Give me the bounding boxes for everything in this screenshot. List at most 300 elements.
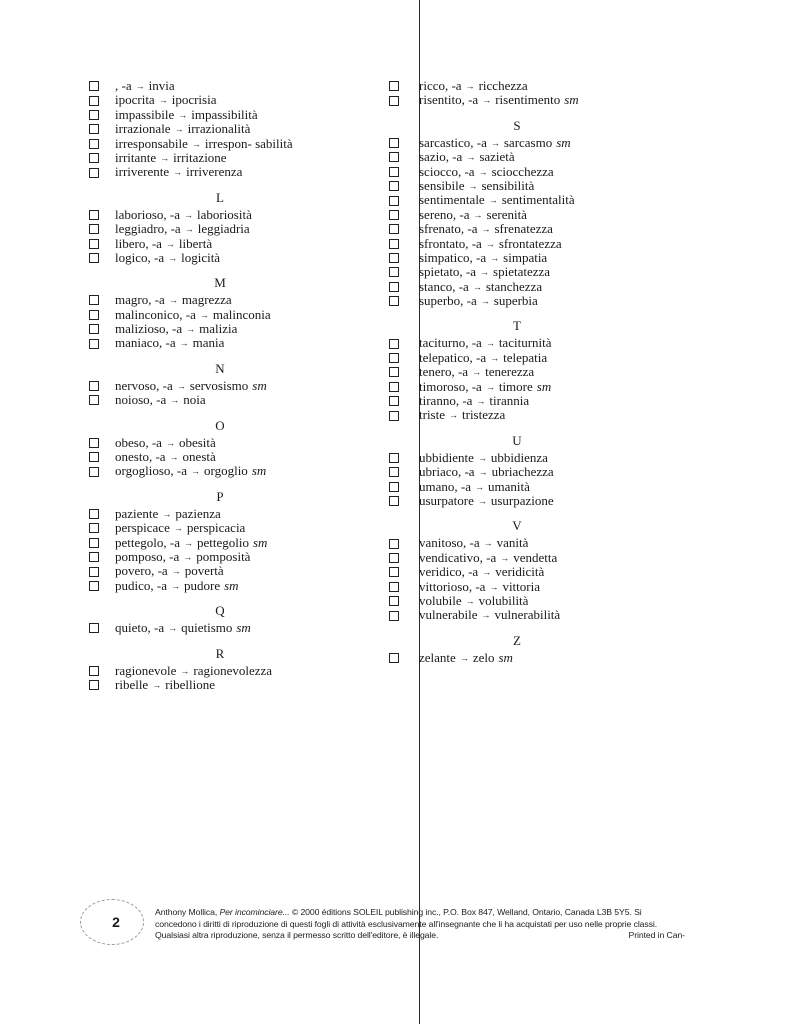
noun-text: impassibilità [191,106,258,122]
adjective-text: superbo, -a [419,293,477,309]
adjective-text: vulnerabile [419,607,478,623]
vocabulary-entry [389,394,609,408]
adjective-text: maniaco, -a [115,335,176,351]
noun-text: mania [192,335,225,351]
adjective-text: libero, -a [115,235,162,251]
author-name: Anthony Mollica, [155,907,220,917]
arrow-icon: → [183,537,193,548]
vocabulary-entry [89,450,389,464]
checkbox[interactable] [89,552,99,562]
arrow-icon: → [199,309,209,320]
adjective-text: onesto, -a [115,449,166,465]
vocabulary-entry [389,465,609,479]
vocabulary-entry [89,322,389,336]
noun-text: taciturnità [498,335,552,351]
checkbox[interactable] [389,181,399,191]
arrow-icon: → [179,338,189,349]
vocabulary-entry [89,151,389,165]
vocabulary-entry [389,551,609,565]
gender-tag: sm [236,620,251,636]
arrow-icon: → [173,167,183,178]
arrow-icon: → [490,137,500,148]
noun-text: ubriachezza [491,464,554,480]
adjective-text: irresponsabile [115,135,188,151]
checkbox[interactable] [89,381,99,391]
noun-text: volubilità [478,592,529,608]
noun-text: ipocrisia [171,92,217,108]
adjective-text: magro, -a [115,292,165,308]
vocabulary-entry [89,678,389,692]
arrow-icon: → [160,152,170,163]
checkbox[interactable] [389,382,399,392]
vocabulary-entry [389,594,609,608]
checkbox[interactable] [89,623,99,633]
noun-text: perspicacia [186,520,246,536]
vocabulary-entry [89,165,389,179]
arrow-icon: → [176,380,186,391]
arrow-icon: → [480,296,490,307]
vocabulary-entry [389,222,609,236]
adjective-text: vanitoso, -a [419,535,480,551]
noun-text: invia [148,78,175,93]
adjective-text: telepatico, -a [419,349,487,365]
section-letter: S [513,117,521,133]
printed-in: Printed in Can- [628,930,685,940]
checkbox[interactable] [89,224,99,234]
vocabulary-entry [89,550,389,564]
noun-text: sentimentalità [501,192,575,208]
section-letter: R [215,645,225,661]
checkbox[interactable] [389,467,399,477]
section-letter: Z [513,632,521,648]
vocabulary-entry [389,193,609,207]
checkbox[interactable] [89,567,99,577]
adjective-text: usurpatore [419,492,474,508]
noun-text: pudore [183,577,221,593]
arrow-icon: → [477,452,487,463]
noun-text: tristezza [462,407,506,423]
section-letter: Q [215,603,225,619]
arrow-icon: → [482,95,492,106]
checkbox[interactable] [89,581,99,591]
checkbox[interactable] [389,539,399,549]
noun-text: irrazionalità [187,121,251,137]
copyright-line-2: concedono i diritti di riproduzione di questi fogli di attività esclusivamente all'insegnante che li ha acquistati per uso nelle proprie classi. [155,918,658,929]
noun-text: onestà [182,449,216,465]
checkbox[interactable] [389,96,399,106]
vocabulary-entry [389,179,609,193]
vocabulary-entry [389,451,609,465]
arrow-icon: → [488,195,498,206]
vocabulary-entry [389,294,609,308]
arrow-icon: → [489,581,499,592]
adjective-text: laborioso, -a [115,206,180,222]
arrow-icon: → [465,81,475,91]
noun-text: vanità [496,535,529,551]
checkbox[interactable] [389,611,399,621]
vocabulary-entry [89,664,389,678]
adjective-text: ubbidiente [419,449,474,465]
checkbox[interactable] [389,138,399,148]
vocabulary-entry [89,579,389,593]
adjective-text: malizioso, -a [115,321,183,337]
adjective-text: umano, -a [419,478,471,494]
checkbox[interactable] [89,295,99,305]
vocabulary-entry [389,150,609,164]
adjective-text: zelante [419,649,456,665]
checkbox[interactable] [389,253,399,263]
adjective-text: orgoglioso, -a [115,463,187,479]
arrow-icon: → [178,109,188,120]
checkbox[interactable] [89,538,99,548]
gender-tag: sm [498,649,513,665]
checkbox[interactable] [89,153,99,163]
noun-text: tirannia [489,393,530,409]
checkbox[interactable] [389,296,399,306]
arrow-icon: → [480,267,490,278]
vocabulary-entry [89,464,389,478]
arrow-icon: → [168,623,178,634]
gender-tag: sm [556,134,571,150]
arrow-icon: → [485,338,495,349]
adjective-text: quieto, -a [115,620,165,636]
vocabulary-entry [89,222,389,236]
arrow-icon: → [472,281,482,292]
checkbox[interactable] [89,395,99,405]
checkbox[interactable] [389,567,399,577]
checkbox[interactable] [89,324,99,334]
arrow-icon: → [183,209,193,220]
adjective-text: impassibile [115,106,175,122]
section-letter: N [215,360,225,376]
noun-text: sensibilità [481,177,535,193]
checkbox[interactable] [389,196,399,206]
section-letter: M [214,275,226,291]
checkbox[interactable] [389,239,399,249]
vocabulary-entry [389,93,609,107]
arrow-icon: → [483,538,493,549]
noun-text: irriverenza [186,164,243,180]
arrow-icon: → [482,567,492,578]
noun-text: simpatia [503,249,548,265]
adjective-text: sentimentale [419,192,485,208]
arrow-icon: → [171,566,181,577]
adjective-text: sfrontato, -a [419,235,482,251]
gender-tag: sm [224,577,239,593]
arrow-icon: → [168,295,178,306]
noun-text: sazietà [479,149,515,165]
checkbox[interactable] [89,680,99,690]
vocabulary-entry [89,308,389,322]
adjective-text: pudico, -a [115,577,167,593]
arrow-icon: → [478,467,488,478]
copyright-line-1 [155,907,685,919]
adjective-text: sarcastico, -a [419,134,487,150]
section-letter: P [216,488,224,504]
adjective-text: sfrenato, -a [419,221,478,237]
noun-text: risentimento [495,92,561,108]
noun-text: servosismo [189,377,249,393]
gender-tag: sm [564,92,579,108]
adjective-text: stanco, -a [419,278,469,294]
vocabulary-entry [89,393,389,407]
vocabulary-entry [389,651,609,665]
vocabulary-column-left [89,79,389,692]
adjective-text: spietato, -a [419,264,477,280]
adjective-text: triste [419,407,445,423]
noun-text: ribellione [165,676,216,692]
arrow-icon: → [490,352,500,363]
checkbox[interactable] [89,666,99,676]
noun-text: superbia [493,293,538,309]
vocabulary-entry [389,565,609,579]
noun-text: vendetta [513,549,558,565]
noun-text: libertà [178,235,213,251]
arrow-icon: → [170,580,180,591]
adjective-text: vittorioso, -a [419,578,486,594]
noun-text: malinconia [212,306,271,322]
vocabulary-entry [89,237,389,251]
arrow-icon: → [468,180,478,191]
noun-text: pomposità [196,548,251,564]
checkbox[interactable] [389,367,399,377]
checkbox[interactable] [89,452,99,462]
adjective-text: volubile [419,592,462,608]
noun-text: malizia [199,321,238,337]
vocabulary-entry [89,536,389,550]
checkbox[interactable] [389,553,399,563]
adjective-text: ubriaco, -a [419,464,475,480]
noun-text: stanchezza [485,278,543,294]
checkbox[interactable] [89,96,99,106]
arrow-icon: → [170,395,180,406]
checkbox[interactable] [389,339,399,349]
arrow-icon: → [186,324,196,335]
arrow-icon: → [184,224,194,235]
noun-text: noia [183,392,206,408]
vocabulary-entry [89,336,389,350]
vocabulary-entry [389,536,609,550]
section-letter: V [512,518,522,534]
vocabulary-entry [389,608,609,622]
adjective-text: timoroso, -a [419,378,482,394]
checkbox[interactable] [389,582,399,592]
adjective-text: obeso, -a [115,434,162,450]
checkbox[interactable] [389,267,399,277]
arrow-icon: → [465,595,475,606]
checkbox[interactable] [389,152,399,162]
checkbox[interactable] [389,653,399,663]
arrow-icon: → [190,466,200,477]
adjective-text: nervoso, -a [115,377,173,393]
vocabulary-entry [89,621,389,635]
noun-text: logicità [181,249,221,265]
checkbox[interactable] [389,496,399,506]
vocabulary-entry [89,122,389,136]
checkbox[interactable] [389,224,399,234]
arrow-icon: → [472,367,482,378]
adjective-text: irrazionale [115,121,171,137]
arrow-icon: → [476,396,486,407]
gender-tag: sm [252,377,267,393]
vocabulary-entry [89,208,389,222]
checkbox[interactable] [389,282,399,292]
noun-text: vulnerabilità [494,607,561,623]
adjective-text: sereno, -a [419,206,470,222]
noun-text: sciocchezza [491,163,554,179]
book-title: Per incominciare... [219,907,290,917]
arrow-icon: → [165,238,175,249]
noun-text: pazienza [175,505,221,521]
adjective-text: ribelle [115,676,149,692]
adjective-text: ipocrita [115,92,155,108]
adjective-text: irritante [115,149,157,165]
noun-text: magrezza [181,292,232,308]
checkbox[interactable] [89,509,99,519]
arrow-icon: → [481,610,491,621]
adjective-text: paziente [115,505,159,521]
vocabulary-entry [389,79,609,93]
checkbox[interactable] [89,124,99,134]
checkbox[interactable] [89,210,99,220]
noun-text: ragionevolezza [193,662,273,678]
vocabulary-column-right [389,79,609,665]
checkbox[interactable] [389,81,399,91]
adjective-text: tenero, -a [419,364,469,380]
vocabulary-entry [89,93,389,107]
adjective-text: sensibile [419,177,465,193]
vocabulary-entry [389,365,609,379]
arrow-icon: → [174,124,184,135]
adjective-text: malinconico, -a [115,306,196,322]
copyright-line-3-text: Qualsiasi altra riproduzione, senza il permesso scritto dell'editore, è illegale. [155,930,439,940]
adjective-text: povero, -a [115,563,168,579]
vocabulary-entry [389,251,609,265]
arrow-icon: → [173,523,183,534]
section-letter: L [216,189,224,205]
section-letter: U [512,432,522,448]
adjective-text: noioso, -a [115,392,167,408]
arrow-icon: → [474,481,484,492]
noun-text: laboriosità [196,206,252,222]
noun-text: zelo [472,649,495,665]
adjective-text: , -a [115,78,132,93]
arrow-icon: → [191,138,201,149]
arrow-icon: → [168,252,178,263]
noun-text: pettegolio [196,534,249,550]
checkbox[interactable] [89,310,99,320]
vocabulary-entry [389,265,609,279]
vocabulary-entry [389,336,609,350]
arrow-icon: → [466,152,476,163]
vocabulary-entry [89,564,389,578]
noun-text: ricchezza [478,78,528,93]
arrow-icon: → [473,209,483,220]
adjective-text: pomposo, -a [115,548,180,564]
vocabulary-entry [89,251,389,265]
checkbox[interactable] [89,110,99,120]
noun-text: spietatezza [493,264,551,280]
vocabulary-entry [389,351,609,365]
vocabulary-entry [89,108,389,122]
adjective-text: risentito, -a [419,92,479,108]
adjective-text: tiranno, -a [419,393,473,409]
vocabulary-entry [389,494,609,508]
noun-text: sfrenatezza [494,221,553,237]
checkbox[interactable] [89,253,99,263]
noun-text: irrespon- sabilità [204,135,293,151]
arrow-icon: → [485,381,495,392]
vocabulary-entry [89,379,389,393]
noun-text: leggiadria [197,221,250,237]
checkbox[interactable] [389,482,399,492]
noun-text: obesità [178,434,216,450]
noun-text: ubbidienza [490,449,548,465]
vocabulary-entry [389,480,609,494]
arrow-icon: → [459,652,469,663]
page-number: 2 [112,914,120,930]
section-letter: O [215,417,225,433]
arrow-icon: → [180,665,190,676]
checkbox[interactable] [89,467,99,477]
noun-text: sfrontatezza [498,235,562,251]
vocabulary-entry [89,521,389,535]
checkbox[interactable] [89,239,99,249]
checkbox[interactable] [389,167,399,177]
noun-text: usurpazione [490,492,554,508]
copyright-notice [155,907,685,942]
arrow-icon: → [135,81,145,91]
arrow-icon: → [158,95,168,106]
gender-tag: sm [251,463,267,479]
adjective-text: irriverente [115,164,170,180]
arrow-icon: → [165,437,175,448]
arrow-icon: → [449,410,458,421]
adjective-text: ricco, -a [419,78,462,93]
checkbox[interactable] [89,81,99,91]
checkbox[interactable] [89,438,99,448]
checkbox[interactable] [389,396,399,406]
noun-text: vittoria [502,578,540,594]
checkbox[interactable] [389,453,399,463]
checkbox[interactable] [389,596,399,606]
adjective-text: vendicativo, -a [419,549,497,565]
checkbox[interactable] [89,339,99,349]
vocabulary-entry [389,580,609,594]
section-letter: T [513,318,521,334]
vocabulary-entry [89,507,389,521]
checkbox[interactable] [389,210,399,220]
adjective-text: taciturno, -a [419,335,482,351]
arrow-icon: → [477,495,487,506]
vocabulary-entry [389,136,609,150]
arrow-icon: → [169,452,179,463]
copyright-line-3 [155,930,685,942]
adjective-text: veridico, -a [419,564,479,580]
checkbox[interactable] [89,523,99,533]
arrow-icon: → [478,166,488,177]
checkbox[interactable] [89,168,99,178]
gender-tag: sm [252,534,268,550]
checkbox[interactable] [389,411,399,421]
checkbox[interactable] [89,139,99,149]
arrow-icon: → [162,508,172,519]
vocabulary-entry [389,208,609,222]
noun-text: serenità [486,206,527,222]
vocabulary-entry [389,237,609,251]
checkbox[interactable] [389,353,399,363]
arrow-icon: → [490,252,500,263]
